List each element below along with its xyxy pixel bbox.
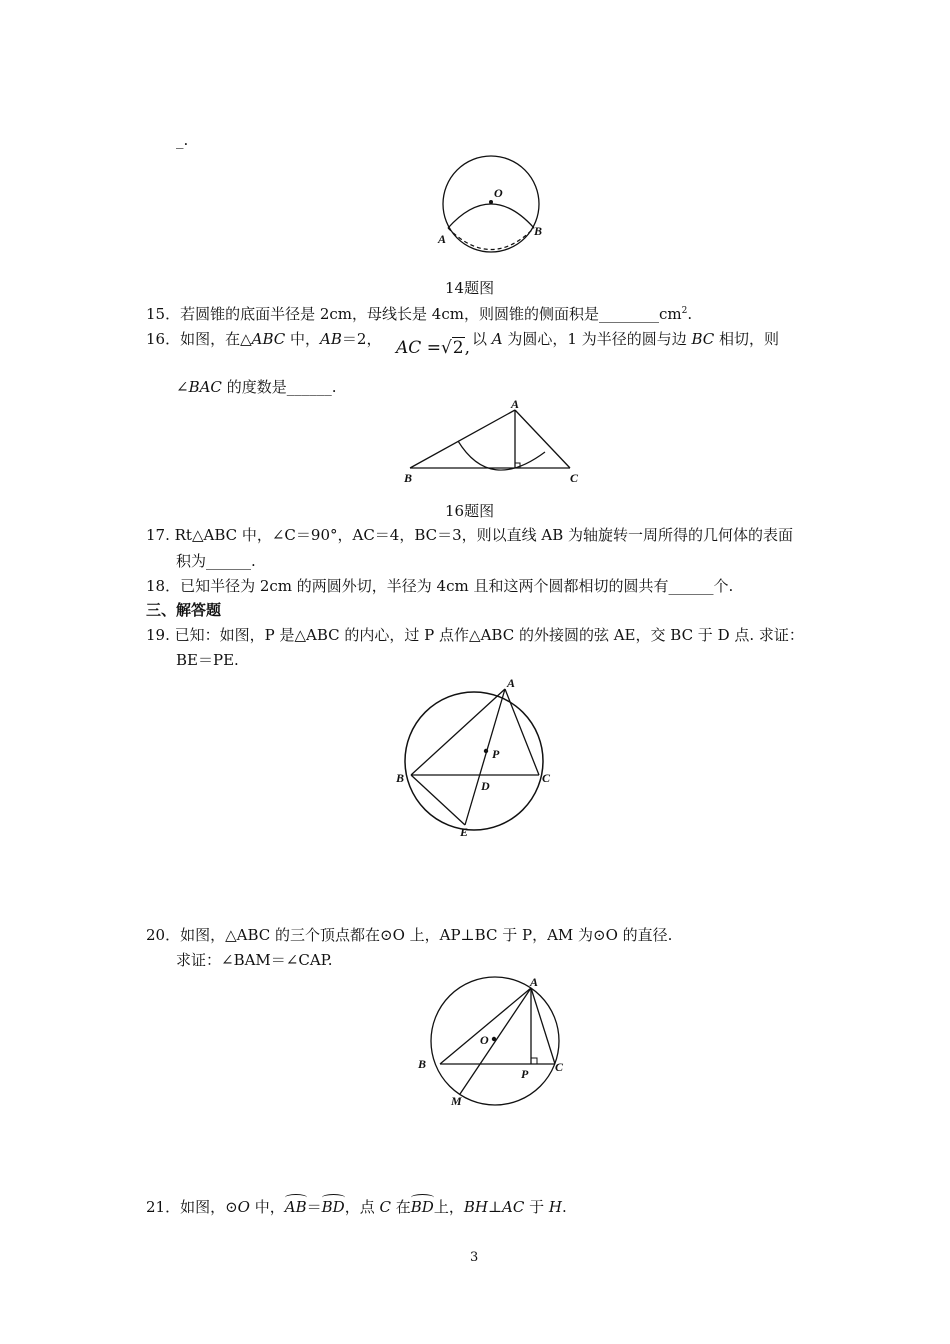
arc-ab: AB [284,1198,307,1216]
svg-text:A: A [530,975,539,989]
svg-text:E: E [460,825,469,839]
svg-text:M: M [451,1094,462,1108]
svg-text:A: A [507,676,516,690]
figure-14 [430,145,560,265]
label-b: B [534,224,543,238]
figure-19 [390,670,560,840]
svg-text:C: C [570,471,579,485]
question-16: 16．如图，在△ABC 中，AB＝2， [146,330,382,348]
svg-text:O: O [480,1033,489,1047]
label-a: A [438,232,447,246]
figure-20 [410,970,580,1110]
svg-text:B: B [418,1057,427,1071]
top-fragment: _. [176,131,189,149]
fig14-caption: 14题图 [445,279,495,297]
arc-bd-2: BD [410,1198,434,1216]
arc-ab-dashed [448,228,534,250]
fig16-caption: 16题图 [445,502,495,520]
question-20-line1: 20．如图，△ABC 的三个顶点都在⊙O 上，AP⊥BC 于 P，AM 为⊙O 的直径. [146,926,673,944]
center-point [489,200,493,204]
svg-text:B: B [404,471,413,485]
svg-text:B: B [396,771,405,785]
question-15: 15．若圆锥的底面半径是 2cm，母线长是 4cm，则圆锥的侧面积是$\_\_\_\_\_\_\_\_cm^2$. [146,305,693,323]
svg-text:A: A [511,397,520,411]
figure-16 [395,393,595,493]
svg-text:C: C [555,1060,564,1074]
svg-text:D: D [481,779,490,793]
svg-text:P: P [492,747,500,761]
arc-bd: BD [321,1198,345,1216]
ac-formula: AC =√2, [396,338,471,358]
question-16-line2: ∠BAC 的度数是______. [176,378,337,396]
label-o: O [494,186,503,200]
question-17-line1: 17. Rt△ABC 中，∠C＝90°，AC＝4，BC＝3，则以直线 AB 为轴旋转一周所得的几何体的表面 [146,526,794,544]
svg-text:C: C [542,771,551,785]
question-20-line2: 求证：∠BAM＝∠CAP. [176,951,333,969]
question-19-line1: 19. 已知：如图，P 是△ABC 的内心，过 P 点作△ABC 的外接圆的弦 AE，交 BC 于 D 点. 求证： [146,626,804,644]
question-18: 18．已知半径为 2cm 的两圆外切，半径为 4cm 且和这两个圆都相切的圆共有______个. [146,577,734,595]
section-3-title: 三、解答题 [146,601,222,619]
question-19-line2: BE＝PE. [176,651,239,669]
page-number: 3 [470,1250,479,1265]
question-16-cont: 以 A 为圆心，1 为半径的圆与边 BC 相切，则 [472,330,780,348]
svg-text:P: P [521,1067,529,1081]
arc-ab-upper [448,204,534,228]
question-17-line2: 积为______. [176,552,256,570]
question-21: 21．如图，⊙O 中，AB＝BD，点 C 在BD上，BH⊥AC 于 H. [146,1198,567,1216]
